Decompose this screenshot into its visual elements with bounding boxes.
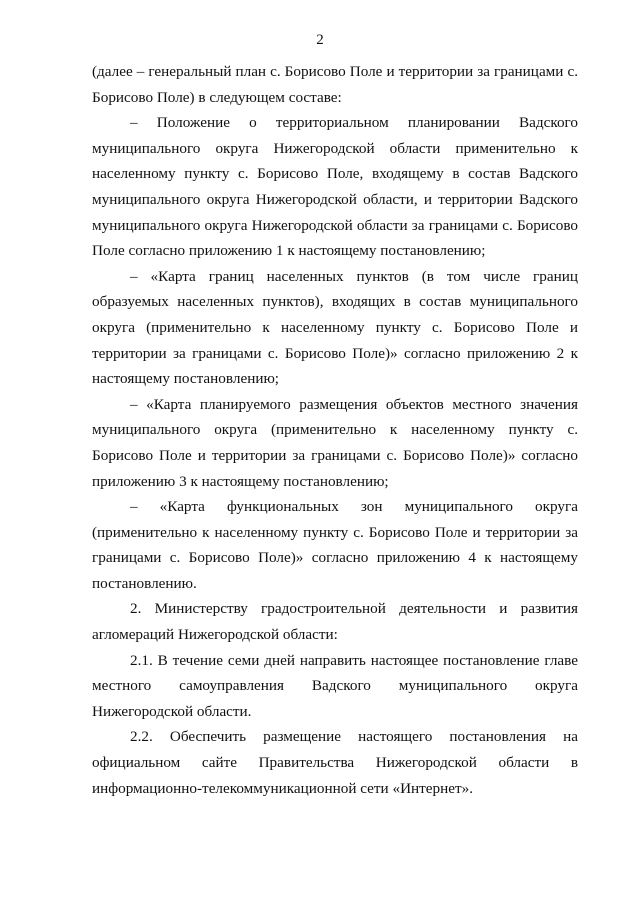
paragraph-clause-2: 2. Министерству градостроительной деятельности и развития агломераций Нижегородской области: bbox=[92, 600, 578, 644]
paragraph-clause-2-1: 2.1. В течение семи дней направить настоящее постановление главе местного самоуправления Вадского муниципального округа Нижегородской области. bbox=[92, 651, 578, 720]
paragraph-list-item-karta-razmeshcheniya: – «Карта планируемого размещения объектов местного значения муниципального округа (применительно к населенному пункту с. Борисово Поле и территории за границами с. Борисово Поле)» согласно приложению 3 к настоящему постановлению; bbox=[92, 395, 578, 490]
paragraph-list-item-karta-granits: – «Карта границ населенных пунктов (в том числе границ образуемых населенных пунктов), входящих в состав муниципального округа (применительно к населенному пункту с. Борисово Поле и территории за границами с. Борисово Поле)» согласно приложению 2 к настоящему постановлению; bbox=[92, 267, 578, 388]
paragraph-list-item-karta-zon: – «Карта функциональных зон муниципального округа (применительно к населенному пункту с. Борисово Поле и территории за границами с. Борисово Поле)» согласно приложению 4 к настоящему постановлению. bbox=[92, 498, 578, 592]
paragraph-intro-continuation: (далее – генеральный план с. Борисово Поле и территории за границами с. Борисово Поле) в следующем составе: bbox=[92, 63, 578, 106]
paragraph-clause-2-2: 2.2. Обеспечить размещение настоящего постановления на официальном сайте Правительства Нижегородской области в информационно-телекоммуникационной сети «Интернет». bbox=[92, 728, 578, 797]
paragraph-list-item-polozhenie: – Положение о территориальном планировании Вадского муниципального округа Нижегородской области применительно к населенному пункту с. Борисово Поле, входящему в состав Вадского муниципального округа Нижегородской области, и территории Вадского муниципального округа Нижегородской области за границами с. Борисово Поле согласно приложению 1 к настоящему постановлению; bbox=[92, 114, 578, 260]
page-number: 2 bbox=[316, 32, 324, 48]
document-body bbox=[92, 59, 578, 801]
